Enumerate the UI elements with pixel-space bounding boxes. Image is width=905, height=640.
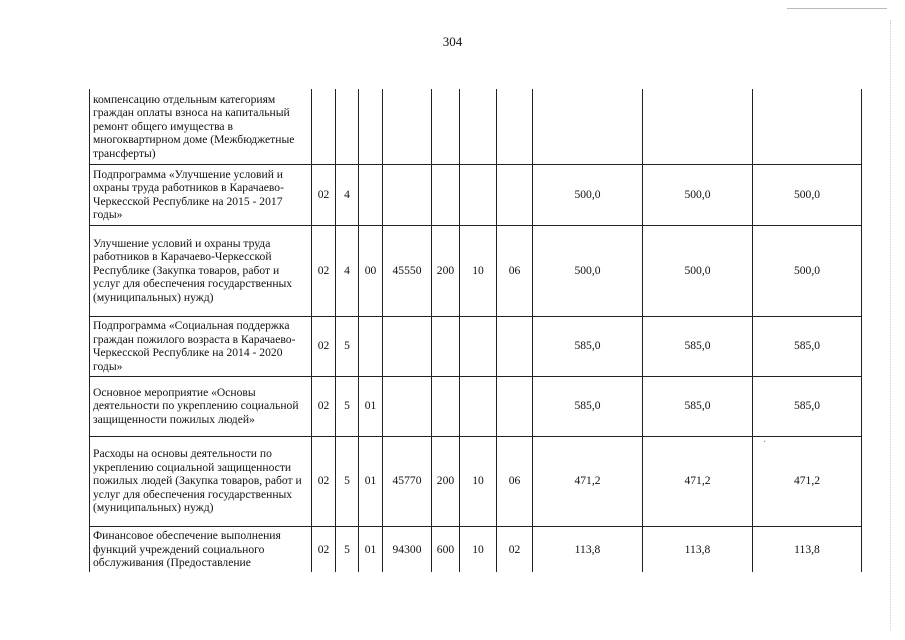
amount-year-2 [643,89,753,164]
row-name: Подпрограмма «Социальная поддержка граждан пожилого возраста в Карачаево-Черкесской Республике на 2014 - 2020 годы» [90,316,312,376]
table-row [90,376,862,436]
code-section [312,89,336,164]
code-section: 02 [312,526,336,572]
code-subprogram [359,316,383,376]
code-program: 4 [336,225,359,316]
code-subprogram [359,89,383,164]
code-subprogram [359,164,383,225]
amount-year-2: 500,0 [643,225,753,316]
code-division [460,164,497,225]
code-subdivision: 06 [497,225,533,316]
code-division: 10 [460,225,497,316]
code-expense-type [432,316,460,376]
code-expense-type [432,164,460,225]
code-section: 02 [312,316,336,376]
code-subdivision [497,376,533,436]
amount-year-3: 113,8 [753,526,862,572]
code-program: 5 [336,436,359,526]
code-expense-type: 600 [432,526,460,572]
code-subprogram: 00 [359,225,383,316]
code-subprogram: 01 [359,526,383,572]
code-program: 4 [336,164,359,225]
code-division [460,89,497,164]
table-row [90,225,862,316]
amount-year-2: 585,0 [643,316,753,376]
code-expense-type [432,376,460,436]
table-row [90,526,862,572]
code-subdivision [497,316,533,376]
code-direction [383,164,432,225]
code-direction [383,316,432,376]
amount-year-1: 585,0 [533,376,643,436]
code-program [336,89,359,164]
code-division [460,316,497,376]
amount-year-2: 500,0 [643,164,753,225]
table-row [90,164,862,225]
code-direction: 45770 [383,436,432,526]
table-row [90,89,862,164]
code-subdivision: 06 [497,436,533,526]
code-division [460,376,497,436]
code-section: 02 [312,376,336,436]
amount-year-1: 113,8 [533,526,643,572]
scan-speck: · [763,437,767,448]
row-name: Финансовое обеспечение выполнения функций учреждений социального обслуживания (Предоставление [90,526,312,572]
row-name: Улучшение условий и охраны труда работников в Карачаево-Черкесской Республике (Закупка товаров, работ и услуг для обеспечения государственных (муниципальных) нужд) [90,225,312,316]
page-number: 304 [442,34,463,49]
amount-year-3: 500,0 [753,225,862,316]
code-subprogram: 01 [359,436,383,526]
amount-year-2: 471,2 [643,436,753,526]
table-row [90,436,862,526]
amount-year-1: 500,0 [533,164,643,225]
table-row [90,316,862,376]
amount-year-2: 585,0 [643,376,753,436]
amount-year-2: 113,8 [643,526,753,572]
row-name: Основное мероприятие «Основы деятельности по укреплению социальной защищенности пожилых людей» [90,376,312,436]
code-subdivision [497,164,533,225]
row-name: компенсацию отдельным категориям граждан оплаты взноса на капитальный ремонт общего имущества в многоквартирном доме (Межбюджетные трансферты) [90,89,312,164]
code-expense-type: 200 [432,225,460,316]
scan-artifact-line [787,8,887,9]
amount-year-1 [533,89,643,164]
code-direction [383,376,432,436]
code-expense-type: 200 [432,436,460,526]
code-division: 10 [460,526,497,572]
code-direction: 45550 [383,225,432,316]
code-program: 5 [336,376,359,436]
scan-artifact-edge [890,20,891,630]
row-name: Расходы на основы деятельности по укреплению социальной защищенности пожилых людей (Закупка товаров, работ и услуг для обеспечения государственных (муниципальных) нужд) [90,436,312,526]
code-subdivision [497,89,533,164]
amount-year-3: 585,0 [753,316,862,376]
row-name: Подпрограмма «Улучшение условий и охраны труда работников в Карачаево-Черкесской Республике на 2015 - 2017 годы» [90,164,312,225]
amount-year-3: 585,0 [753,376,862,436]
amount-year-3: 500,0 [753,164,862,225]
amount-year-1: 500,0 [533,225,643,316]
code-expense-type [432,89,460,164]
code-section: 02 [312,225,336,316]
amount-year-1: 585,0 [533,316,643,376]
code-section: 02 [312,436,336,526]
code-subprogram: 01 [359,376,383,436]
budget-table [89,89,862,572]
code-program: 5 [336,316,359,376]
code-division: 10 [460,436,497,526]
amount-year-3: 471,2 [753,436,862,526]
amount-year-3 [753,89,862,164]
code-direction [383,89,432,164]
code-subdivision: 02 [497,526,533,572]
code-direction: 94300 [383,526,432,572]
code-section: 02 [312,164,336,225]
amount-year-1: 471,2 [533,436,643,526]
code-program: 5 [336,526,359,572]
